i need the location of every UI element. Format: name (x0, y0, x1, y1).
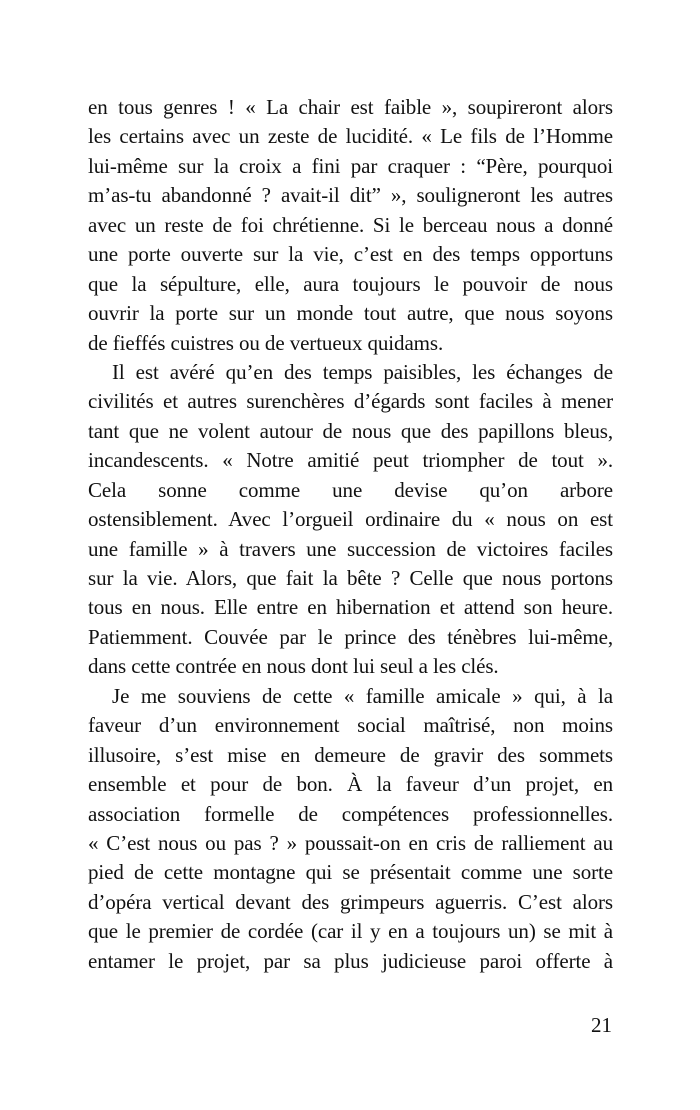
paragraph-3 (88, 682, 613, 976)
paragraph-2 (88, 358, 613, 682)
text-line: en tous genres ! « La chair est faible », soupireront alors (88, 95, 613, 119)
text-line: pied de cette montagne qui se présentait comme une sorte (88, 860, 613, 885)
text-line: « C’est nous ou pas ? » poussait-on en cris de ralliement au (88, 830, 613, 855)
text-line: incandescents. « Notre amitié peut triompher de tout ». (88, 448, 613, 473)
page-body (88, 93, 613, 976)
text-line: lui-même sur la croix a fini par craquer : “Père, pourquoi (88, 153, 613, 178)
text-line: les certains avec un zeste de lucidité. « Le fils de l’Homme (88, 124, 613, 149)
text-line: ensemble et pour de bon. À la faveur d’un projet, en (88, 772, 613, 797)
text-line: m’as-tu abandonné ? avait-il dit” », souligneront les autres (88, 183, 613, 208)
text-line: d’opéra vertical devant des grimpeurs aguerris. C’est alors (88, 889, 613, 914)
text-line: tant que ne volent autour de nous que des papillons bleus, (88, 418, 613, 443)
paragraph-1 (88, 93, 613, 358)
text-line: une porte ouverte sur la vie, c’est en des temps opportuns (88, 242, 613, 267)
page-number: 21 (591, 1013, 612, 1037)
text-line: dans cette contrée en nous dont lui seul a les clés. (88, 654, 499, 679)
text-line: Je me souviens de cette « famille amicale » qui, à la (112, 683, 613, 708)
text-line: ostensiblement. Avec l’orgueil ordinaire du « nous on est (88, 507, 613, 532)
text-line: ouvrir la porte sur un monde tout autre, que nous soyons (88, 301, 613, 326)
text-line: sur la vie. Alors, que fait la bête ? Celle que nous portons (88, 566, 613, 590)
text-line: Il est avéré qu’en des temps paisibles, les échanges de (112, 359, 613, 384)
text-line: illusoire, s’est mise en demeure de gravir des sommets (88, 742, 613, 767)
text-line: de fieffés cuistres ou de vertueux quidams. (88, 330, 444, 355)
text-line: civilités et autres surenchères d’égards sont faciles à mener (88, 389, 613, 414)
text-line: Patiemment. Couvée par le prince des ténèbres lui-même, (88, 624, 613, 649)
text-line: que le premier de cordée (car il y en a toujours un) se mit à (88, 919, 613, 944)
text-line: entamer le projet, par sa plus judicieuse paroi offerte à (88, 948, 613, 973)
text-line: avec un reste de foi chrétienne. Si le berceau nous a donné (88, 212, 613, 237)
text-line: faveur d’un environnement social maîtrisé, non moins (88, 713, 613, 738)
text-line: que la sépulture, elle, aura toujours le pouvoir de nous (88, 271, 613, 296)
text-line: association formelle de compétences professionnelles. (88, 801, 613, 826)
text-line: Cela sonne comme une devise qu’on arbore (88, 477, 613, 502)
text-line: tous en nous. Elle entre en hibernation et attend son heure. (88, 595, 613, 620)
text-line: une famille » à travers une succession de victoires faciles (88, 536, 613, 561)
